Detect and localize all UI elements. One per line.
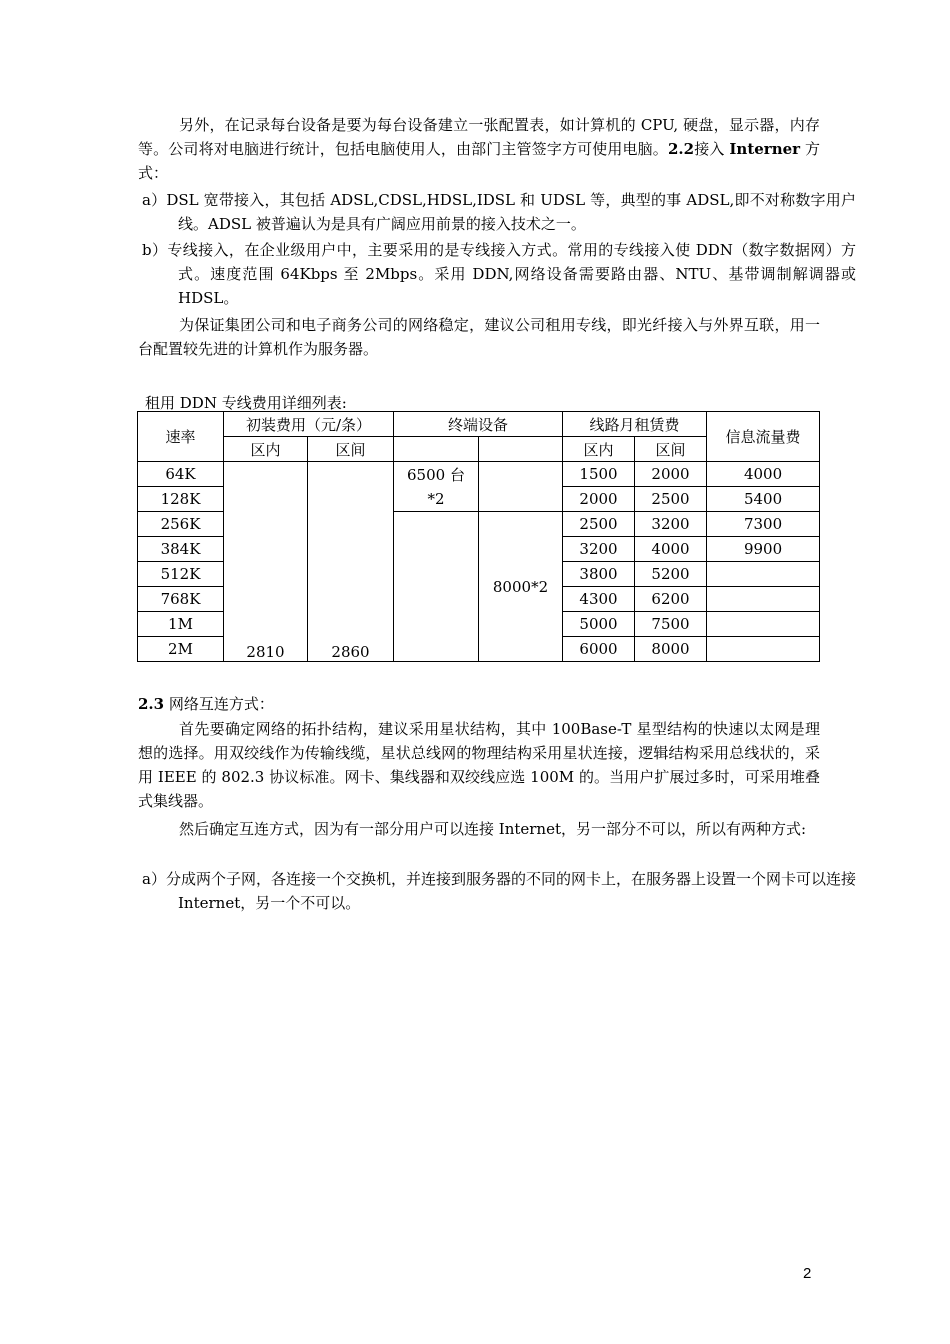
header-install: 初装费用（元/条） xyxy=(224,412,394,437)
list-item-leased-line: b）专线接入，在企业级用户中，主要采用的是专线接入方式。常用的专线接入使 DDN（数字数据网）方式。速度范围 64Kbps 至 2Mbps。采用 DDN,网络设备需要路由器、NTU、基带调制解调器或 HDSL。 xyxy=(142,241,856,307)
monthly-in-cell: 3800 xyxy=(563,562,635,587)
rate-cell: 256K xyxy=(138,512,224,537)
monthly-in-cell: 3200 xyxy=(563,537,635,562)
header-monthly-in: 区内 xyxy=(563,437,635,462)
install-cross-cell xyxy=(308,462,394,662)
section-heading-2-3 xyxy=(138,692,820,716)
section-title: 接入 xyxy=(694,140,730,158)
traffic-cell xyxy=(707,587,820,612)
monthly-cross-cell: 5200 xyxy=(635,562,707,587)
monthly-cross-cell: 2500 xyxy=(635,487,707,512)
section-title-bold: Interner xyxy=(729,140,801,158)
section-number: 2.2 xyxy=(667,140,695,158)
traffic-cell xyxy=(707,612,820,637)
monthly-cross-cell: 3200 xyxy=(635,512,707,537)
section-title: 网络互连方式： xyxy=(164,695,274,713)
monthly-cross-cell: 8000 xyxy=(635,637,707,662)
header-install-cross: 区间 xyxy=(308,437,394,462)
header-install-in: 区内 xyxy=(224,437,308,462)
monthly-in-cell: 4300 xyxy=(563,587,635,612)
monthly-in-cell: 6000 xyxy=(563,637,635,662)
traffic-cell xyxy=(707,637,820,662)
header-terminal-blank xyxy=(479,437,563,462)
rate-cell: 2M xyxy=(138,637,224,662)
terminal-small-line2: *2 xyxy=(427,489,445,508)
traffic-cell: 4000 xyxy=(707,462,820,487)
header-terminal-blank xyxy=(394,437,479,462)
terminal-blank-cell xyxy=(479,462,563,512)
paragraph-text: 另外，在记录每台设备是要为每台设备建立一张配置表，如计算机的 CPU, 硬盘，显示器，内存等。公司将对电脑进行统计，包括电脑使用人，由部门主管签字方可使用电脑。 xyxy=(138,116,820,158)
section-number: 2.3 xyxy=(138,695,165,713)
header-monthly-cross: 区间 xyxy=(635,437,707,462)
paragraph-interconnect: 然后确定互连方式，因为有一部分用户可以连接 Internet，另一部分不可以，所以有两种方式: xyxy=(179,820,807,838)
monthly-in-cell: 1500 xyxy=(563,462,635,487)
table-caption: 租用 DDN 专线费用详细列表: xyxy=(145,394,347,412)
install-in-cell: 2810 xyxy=(224,462,308,662)
rate-cell: 768K xyxy=(138,587,224,612)
rate-cell: 512K xyxy=(138,562,224,587)
page-number: 2 xyxy=(803,1265,812,1282)
traffic-cell: 5400 xyxy=(707,487,820,512)
list-item-subnets: a）分成两个子网，各连接一个交换机，并连接到服务器的不同的网卡上，在服务器上设置一个网卡可以连接 Internet，另一个不可以。 xyxy=(142,870,856,912)
paragraph-topology: 首先要确定网络的拓扑结构，建议采用星状结构，其中 100Base-T 星型结构的快速以太网是理想的选择。用双绞线作为传输线缆，星状总线网的物理结构采用星状连接，逻辑结构采用总线状的，采用 IEEE 的 802.3 协议标准。网卡、集线器和双绞线应选 100M 的。当用户扩展过多时，可采用堆叠式集线器。 xyxy=(138,720,820,810)
monthly-in-cell: 5000 xyxy=(563,612,635,637)
monthly-in-cell: 2500 xyxy=(563,512,635,537)
install-cross-value: 2860 xyxy=(331,643,370,661)
ddn-fee-table xyxy=(137,411,820,662)
section-title-suffix: 方式： xyxy=(138,140,820,182)
monthly-cross-cell: 6200 xyxy=(635,587,707,612)
rate-cell: 64K xyxy=(138,462,224,487)
monthly-cross-cell: 2000 xyxy=(635,462,707,487)
header-terminal: 终端设备 xyxy=(394,412,563,437)
monthly-cross-cell: 4000 xyxy=(635,537,707,562)
header-traffic: 信息流量费 xyxy=(707,412,820,462)
header-monthly: 线路月租赁费 xyxy=(563,412,707,437)
terminal-blank-cell xyxy=(394,512,479,662)
terminal-large-cell: 8000*2 xyxy=(479,512,563,662)
monthly-in-cell: 2000 xyxy=(563,487,635,512)
list-item-dsl: a）DSL 宽带接入，其包括 ADSL,CDSL,HDSL,IDSL 和 UDSL 等，典型的事 ADSL,即不对称数字用户线。ADSL 被普遍认为是具有广阔应用前景的接入技术之一。 xyxy=(142,191,856,233)
monthly-cross-cell: 7500 xyxy=(635,612,707,637)
terminal-small-line1: 6500 台 xyxy=(407,465,465,484)
header-rate: 速率 xyxy=(138,412,224,462)
rate-cell: 1M xyxy=(138,612,224,637)
paragraph-stability: 为保证集团公司和电子商务公司的网络稳定，建议公司租用专线，即光纤接入与外界互联，用一台配置较先进的计算机作为服务器。 xyxy=(138,316,820,358)
rate-cell: 128K xyxy=(138,487,224,512)
rate-cell: 384K xyxy=(138,537,224,562)
traffic-cell: 7300 xyxy=(707,512,820,537)
traffic-cell xyxy=(707,562,820,587)
table-row xyxy=(138,462,820,487)
paragraph-config xyxy=(138,113,820,185)
terminal-small-cell xyxy=(394,462,479,512)
traffic-cell: 9900 xyxy=(707,537,820,562)
